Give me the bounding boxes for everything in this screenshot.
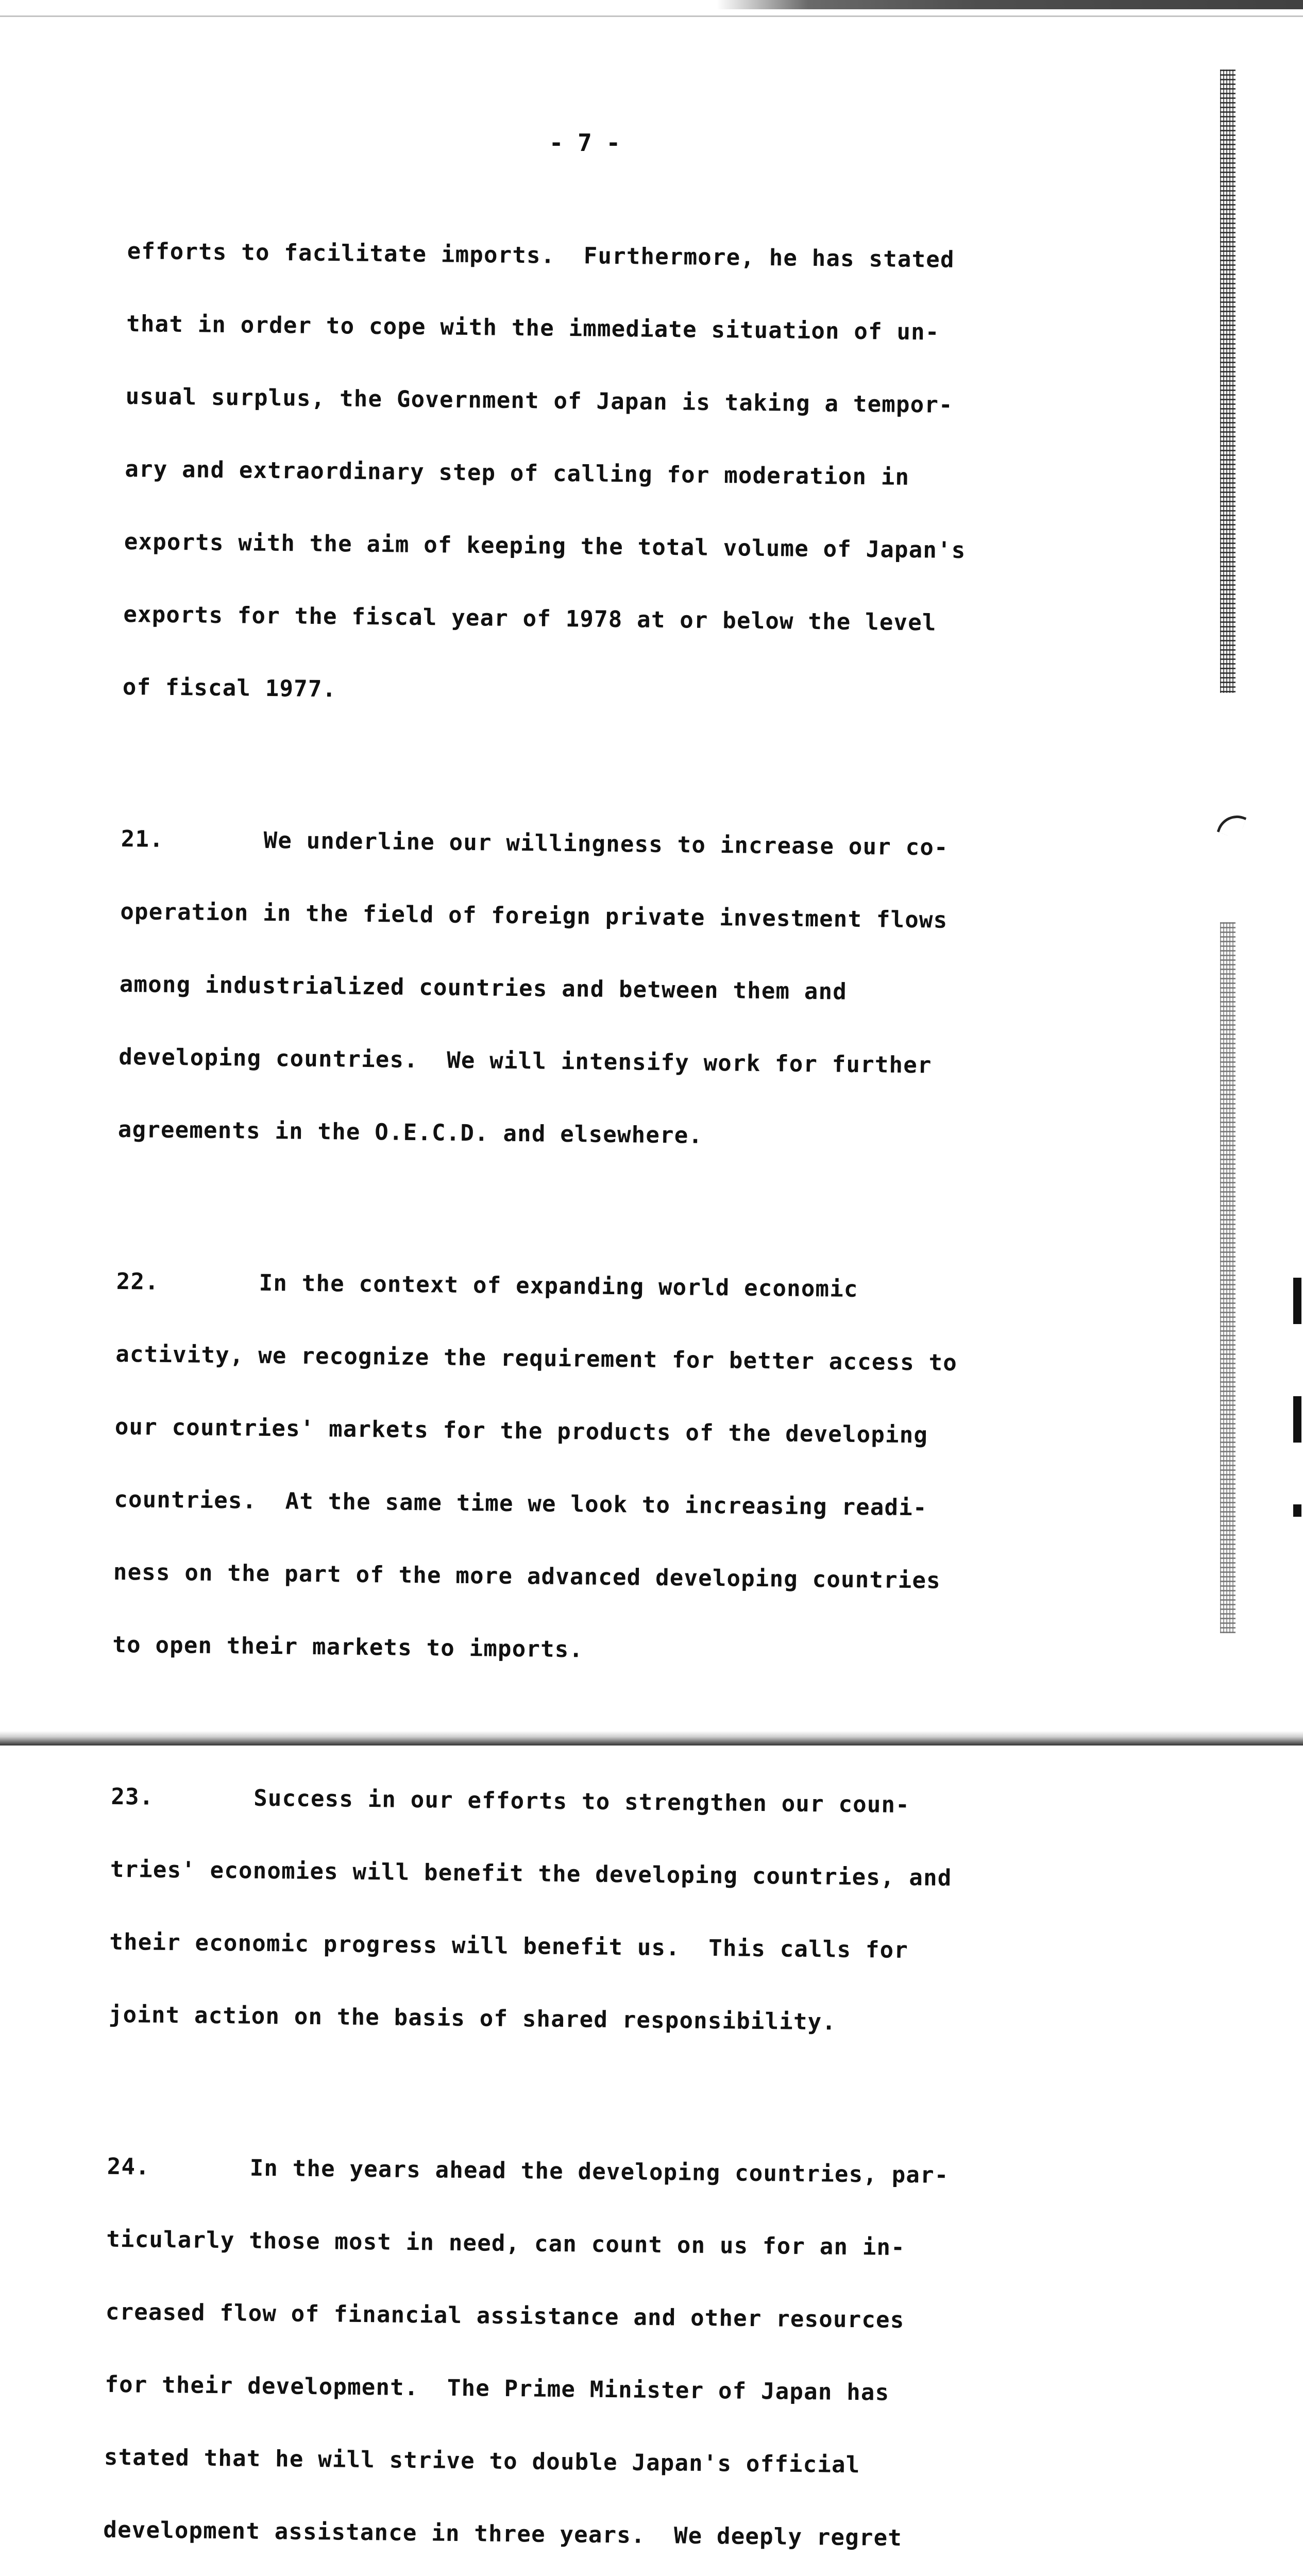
scan-top-edge (0, 0, 1303, 9)
text-line: 23. Success in our efforts to strengthen our coun- (111, 1783, 910, 1819)
text-line: usual surplus, the Government of Japan is taking a tempor- (125, 383, 954, 418)
text-line: for their development. The Prime Minister of Japan has (105, 2371, 890, 2406)
text-line: exports with the aim of keeping the total volume of Japan's (124, 528, 966, 564)
text-line: development assistance in three years. We deeply regret (103, 2516, 903, 2551)
paragraph-24 (100, 2106, 1169, 2576)
text-line: our countries' markets for the products of the developing (114, 1413, 928, 1449)
text-line: of fiscal 1977. (122, 673, 337, 703)
text-line: activity, we recognize the requirement for better access to (115, 1341, 958, 1376)
text-line: their economic progress will benefit us. This calls for (109, 1928, 909, 1964)
text-line: ary and extraordinary step of calling for moderation in (125, 455, 910, 490)
paragraph-22 (112, 1221, 1178, 1717)
text-line: creased flow of financial assistance and other resources (105, 2298, 905, 2334)
text-line: 21. We underline our willingness to increase our co- (121, 825, 949, 861)
text-line: to open their markets to imports. (112, 1631, 584, 1663)
text-line: countries. At the same time we look to increasing readi- (114, 1486, 927, 1521)
text-line: joint action on the basis of shared responsibility. (108, 2001, 837, 2036)
text-line: exports for the fiscal year of 1978 at or below the level (123, 601, 937, 636)
text-line: ness on the part of the more advanced developing countries (113, 1558, 941, 1594)
paragraph-continuation (122, 191, 1189, 759)
paragraph-21 (117, 778, 1183, 1201)
text-line: agreements in the O.E.C.D. and elsewhere. (117, 1116, 703, 1149)
scan-margin-curve (1217, 810, 1247, 840)
text-line: stated that he will strive to double Japan's official (104, 2444, 860, 2479)
text-line: efforts to facilitate imports. Furthermore, he has stated (127, 238, 955, 273)
scan-edge-mark-1 (1293, 1278, 1301, 1324)
scan-margin-marks-lower (1220, 922, 1236, 1633)
scan-edge-mark-3 (1293, 1504, 1301, 1517)
scan-top-line (0, 15, 1303, 17)
text-line: developing countries. We will intensify work for further (119, 1043, 932, 1079)
document-body (91, 191, 1189, 2576)
page-number: - 7 - (549, 129, 621, 157)
text-line: operation in the field of foreign private investment flows (120, 898, 948, 934)
scan-margin-marks-upper (1220, 70, 1236, 693)
text-line: among industrialized countries and between them and (119, 971, 848, 1005)
text-line: ticularly those most in need, can count on us for an in- (106, 2226, 906, 2261)
scan-edge-mark-2 (1293, 1396, 1301, 1443)
text-line: tries' economies will benefit the developing countries, and (110, 1856, 952, 1891)
text-line: 24. In the years ahead the developing countries, par- (107, 2153, 949, 2189)
paragraph-23 (108, 1736, 1173, 2087)
text-line: that in order to cope with the immediate situation of un- (126, 310, 940, 346)
text-line: 22. In the context of expanding world economic (116, 1268, 858, 1302)
